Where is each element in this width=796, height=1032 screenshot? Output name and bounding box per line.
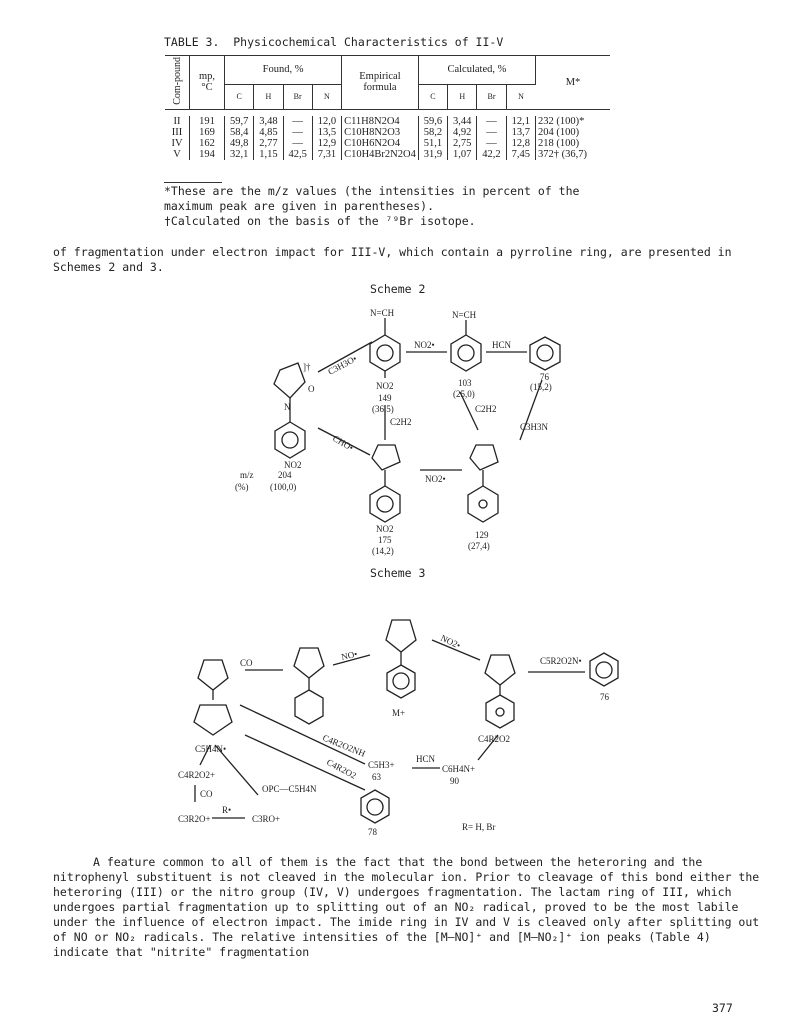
table-cell-cH: 3,44: [448, 116, 477, 127]
s3-hcn: HCN: [416, 754, 436, 764]
col-compound: Com-pound: [171, 57, 183, 105]
s2-hcn: HCN: [492, 340, 512, 350]
table-cell-mp: 162: [190, 138, 225, 149]
s2-m149: 149: [378, 393, 392, 403]
paragraph-body-text: A feature common to all of them is the fact that the bond between the heteroring and the nitrophenyl substituent is not cleaved in the molecular ion. Prior to cleavage of this bond either the heteroring (III) or the nitro group (IV, V) undergoes fragmentation. The lactam ring of III, which undergoes partial fragmentation up to splitting out of an NO₂ radical, proved to be the most labile under the influence of electron impact. The imide ring in IV and V is cleaved only after splitting out of NO or NO₂ radicals. The relative intensities of the [M–NO]⁺ and [M–NO₂]⁺ ion peaks (Table 4) indicate that "nitrite" fragmentation: [53, 855, 760, 959]
s3-c4r2o2: C4R2O2: [478, 734, 511, 744]
table-cell-cN: 13,7: [506, 127, 535, 138]
col-formula: formula: [363, 82, 397, 94]
s2-o-1: O: [308, 384, 315, 394]
col-calc-c: C: [418, 84, 447, 109]
table-cell-cC: 31,9: [418, 149, 447, 160]
pyridine-ring-78: [361, 790, 389, 823]
benzene-ring-175: [370, 486, 400, 522]
s3-rdot: R•: [222, 805, 232, 815]
s2-nch: N=CH: [370, 308, 395, 318]
table-cell-m: 204 (100): [538, 126, 580, 138]
col-m: M*: [536, 56, 611, 110]
col-mp: mp,: [198, 71, 216, 83]
table-cell-cC: 59,6: [418, 116, 447, 127]
table-cell-cC: 51,1: [418, 138, 447, 149]
footnote-star: *These are the m/z values (the intensities in percent of the: [164, 184, 580, 198]
col-found-br: Br: [283, 84, 312, 109]
s2-cho: CHO•: [331, 433, 356, 453]
s2-m204: 204: [278, 470, 292, 480]
table-cell-compound: IV: [165, 138, 190, 149]
footnote-dagger: †Calculated on the basis of the ⁷⁹Br isotope.: [164, 214, 476, 228]
s2-nch2: N=CH: [452, 310, 477, 320]
scheme3-title: Scheme 3: [370, 566, 426, 580]
table-cell-fC: 58,4: [225, 127, 254, 138]
table-cell-fH: 1,15: [254, 149, 283, 160]
imide-ring-m-no2: [485, 655, 515, 685]
s3-no: NO•: [340, 648, 359, 662]
benzene-ring-103: [451, 335, 481, 371]
col-calc-h: H: [448, 84, 477, 109]
s2-c2h2a: C2H2: [390, 417, 412, 427]
table-cell-fN: 12,0: [312, 116, 341, 127]
benzene-ring-204: [275, 422, 305, 458]
table-cell-compound: II: [165, 116, 190, 127]
s2-i175: (14,2): [372, 546, 394, 556]
table-cell-fC: 49,8: [225, 138, 254, 149]
s2-no2b: NO2•: [425, 474, 446, 484]
imide-ring-molecular: [386, 620, 416, 652]
col-found-n: N: [312, 84, 341, 109]
benzene-ring-76: [530, 337, 560, 370]
table-cell-fN: 12,9: [312, 138, 341, 149]
arrow-to-c5h3: [240, 705, 365, 764]
s2-i76: (15,2): [530, 382, 552, 392]
s2-nitro-149: NO2: [376, 381, 394, 391]
paragraph-body: [53, 855, 765, 960]
table-cell-cC: 58,2: [418, 127, 447, 138]
table-cell-cH: 4,92: [448, 127, 477, 138]
table-cell-fC: 59,7: [225, 116, 254, 127]
s2-mz: m/z: [240, 470, 254, 480]
benzene-ring-129: [468, 486, 498, 522]
quinoid-ring-m-no: [295, 690, 323, 724]
s3-c5h3: C5H3+: [368, 760, 395, 770]
col-empirical: Empirical: [359, 71, 401, 83]
s2-no2-label: NO2•: [414, 340, 435, 350]
table-cell-formula: C10H6N2O4: [342, 138, 419, 149]
scheme2-title: Scheme 2: [370, 282, 426, 296]
table-cell-formula: C10H8N2O3: [342, 127, 419, 138]
table-cell-m: 218 (100): [538, 137, 580, 149]
table-cell-cH: 2,75: [448, 138, 477, 149]
benzene-ring-76b: [590, 653, 618, 686]
table-cell-cBr: —: [477, 127, 506, 138]
table-cell-m: 372† (36,7): [538, 148, 587, 160]
table-cell-mp: 194: [190, 149, 225, 160]
table-cell-compound: III: [165, 127, 190, 138]
s3-c3r2o: C3R2O+: [178, 814, 211, 824]
s3-c6h4n: C6H4N+: [442, 764, 476, 774]
table-cell-mp: 191: [190, 116, 225, 127]
s2-i129: (27,4): [468, 541, 490, 551]
s2-m175: 175: [378, 535, 392, 545]
s3-co: CO: [240, 658, 253, 668]
s2-daggerbracket: ]†: [303, 362, 311, 372]
s3-m90: 90: [450, 776, 459, 786]
table-cell-cBr: —: [477, 116, 506, 127]
s3-rlegend: R= H, Br: [462, 822, 496, 832]
s3-c4r2o2b: C4R2O2: [325, 756, 359, 781]
s3-m78: 78: [368, 827, 377, 837]
paragraph-intro: of fragmentation under electron impact for III-V, which contain a pyrroline ring, are presented in Schemes 2 and 3.: [53, 245, 732, 274]
table-cell-fN: 7,31: [312, 149, 341, 160]
table-cell-fBr: —: [283, 138, 312, 149]
s2-c2h2b: C2H2: [475, 404, 497, 414]
table-cell-m: 232 (100)*: [538, 115, 585, 127]
s2-m129: 129: [475, 530, 489, 540]
table-cell-fBr: 42,5: [283, 149, 312, 160]
col-mp-unit: °C: [201, 82, 213, 94]
s2-pct: (%): [235, 482, 249, 492]
s3-c5r2o2n: C5R2O2N•: [540, 656, 582, 666]
table-cell-cBr: —: [477, 138, 506, 149]
s3-c4r2o2plus: C4R2O2+: [178, 770, 216, 780]
s3-no2: NO2•: [439, 632, 463, 651]
imide-ring-m-no: [294, 648, 324, 678]
table-cell-fH: 2,77: [254, 138, 283, 149]
table-cell-mp: 169: [190, 127, 225, 138]
s3-c4r2onh: C4R2O2NH: [321, 732, 367, 759]
table-cell-compound: V: [165, 149, 190, 160]
table-cell-fH: 3,48: [254, 116, 283, 127]
s3-m76: 76: [600, 692, 609, 702]
pyrroline-ring-204: [274, 363, 305, 398]
table-title: TABLE 3. Physicochemical Characteristics of II-V: [164, 35, 504, 49]
azete-ring-175: [372, 445, 400, 470]
col-found: Found, %: [225, 56, 342, 85]
col-calc-n: N: [518, 92, 524, 102]
table-cell-cN: 12,8: [506, 138, 535, 149]
s3-opc: OPC—C5H4N: [262, 784, 317, 794]
s2-nitro-175: NO2: [376, 524, 394, 534]
table-cell-fH: 4,85: [254, 127, 283, 138]
s2-i204: (100,0): [270, 482, 297, 492]
s3-c3ro: C3RO+: [252, 814, 281, 824]
col-calc-br: Br: [477, 84, 506, 109]
s2-i149: (36,5): [372, 404, 394, 414]
s2-c3h3o: C3H3O•: [326, 353, 359, 377]
s2-m76: 76: [540, 372, 549, 382]
s2-nitro-204: NO2: [284, 460, 302, 470]
s3-co2: CO: [200, 789, 213, 799]
table-cell-fN: 13,5: [312, 127, 341, 138]
benzene-ring-149: [370, 335, 400, 371]
s2-i103: (25,0): [453, 389, 475, 399]
table-cell-fC: 32,1: [225, 149, 254, 160]
table-cell-cN: 7,45: [506, 149, 535, 160]
s3-mplus: M+: [392, 708, 406, 718]
table-cell-cN: 12,1: [506, 116, 535, 127]
s2-n-1: N: [284, 402, 291, 412]
benzene-ring-molecular: [387, 665, 415, 698]
s3-m63: 63: [372, 772, 381, 782]
col-found-c: C: [225, 84, 254, 109]
s2-m103: 103: [458, 378, 472, 388]
col-calculated: Calculated, %: [418, 56, 535, 85]
azete-ring-129: [470, 445, 498, 470]
table-cell-fBr: —: [283, 116, 312, 127]
cyclopentadiene-ring: [194, 705, 232, 735]
s2-c3h3n: C3H3N: [520, 422, 549, 432]
page-number: 377: [712, 1001, 733, 1015]
table-cell-formula: C10H4Br2N2O4: [342, 149, 419, 160]
s3-c5h4n: C5H4N•: [195, 744, 227, 754]
imide-ring-m-no-co: [198, 660, 228, 690]
col-found-h: H: [254, 84, 283, 109]
table-cell-cBr: 42,2: [477, 149, 506, 160]
table-cell-formula: C11H8N2O4: [342, 116, 419, 127]
table-cell-cH: 1,07: [448, 149, 477, 160]
footnote-star-cont: maximum peak are given in parentheses).: [164, 199, 435, 213]
table-cell-fBr: —: [283, 127, 312, 138]
phenyl-ring-m-no2: [486, 695, 514, 728]
